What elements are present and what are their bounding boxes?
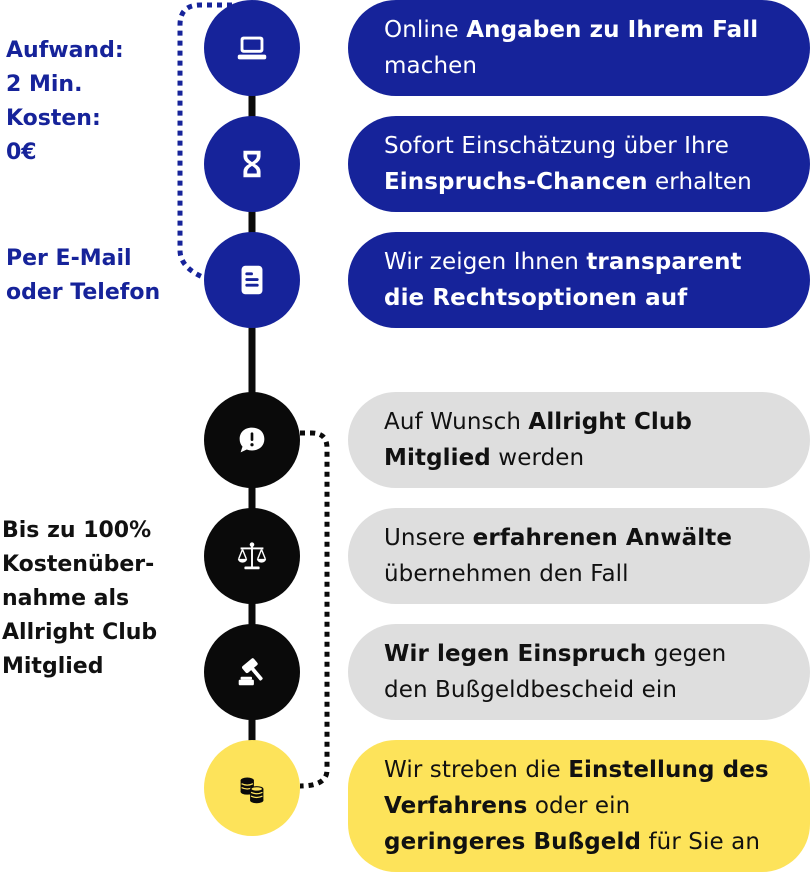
step-text-segment: oder ein — [527, 793, 631, 819]
step-4-circle — [204, 392, 300, 488]
step-description — [384, 244, 774, 316]
step-highlight-text: Einstellung des Verfahrens — [384, 757, 769, 819]
contact-method-label: Per E-Mail oder Telefon — [6, 246, 161, 305]
step-3-circle — [204, 232, 300, 328]
step-6-text — [348, 624, 810, 720]
step-highlight-text: Einspruchs-Chancen — [384, 169, 648, 195]
step-7-circle — [204, 740, 300, 836]
step-text-segment: übernehmen den Fall — [384, 561, 629, 587]
cost-coverage-label: Bis zu 100% Kostenüber- nahme als Allright Club Mitglied — [2, 518, 158, 679]
step-description — [384, 404, 774, 476]
step-highlight-text: Wir legen Einspruch — [384, 641, 647, 667]
dotted-bracket-membership — [300, 433, 327, 786]
step-highlight-text: erfahrenen Anwälte — [472, 525, 733, 551]
document-icon — [233, 261, 271, 299]
step-5-text — [348, 508, 810, 604]
step-description — [384, 128, 774, 200]
step-text-segment: Wir streben die — [384, 757, 569, 783]
step-description — [384, 636, 774, 708]
step-3-text — [348, 232, 810, 328]
step-2-circle — [204, 116, 300, 212]
step-text-segment: gegen den Bußgeldbescheid ein — [384, 641, 727, 703]
step-text-segment: Unsere — [384, 525, 473, 551]
hourglass-icon — [233, 145, 271, 183]
step-4-text — [348, 392, 810, 488]
step-text-segment: erhalten — [647, 169, 752, 195]
step-text-segment: Online — [384, 17, 467, 43]
effort-cost-label: Aufwand: 2 Min. Kosten: 0€ — [6, 38, 124, 165]
step-1-text — [348, 0, 810, 96]
step-text-segment: machen — [384, 53, 478, 79]
chat-exclamation-icon — [233, 421, 271, 459]
step-description — [384, 752, 774, 860]
step-text-segment: Auf Wunsch — [384, 409, 529, 435]
gavel-icon — [233, 653, 271, 691]
step-highlight-text: geringeres Bußgeld — [384, 829, 642, 855]
step-text-segment: für Sie an — [641, 829, 761, 855]
step-description — [384, 520, 774, 592]
coins-icon — [233, 769, 271, 807]
step-2-text — [348, 116, 810, 212]
step-text-segment: werden — [490, 445, 585, 471]
step-1-circle — [204, 0, 300, 96]
step-description — [384, 12, 774, 84]
step-text-segment: Sofort Einschätzung über Ihre — [384, 133, 730, 159]
laptop-icon — [233, 29, 271, 67]
step-5-circle — [204, 508, 300, 604]
scales-icon — [233, 537, 271, 575]
step-text-segment: Wir zeigen Ihnen — [384, 249, 587, 275]
step-highlight-text: transparent die Rechtsoptionen auf — [384, 249, 742, 311]
step-6-circle — [204, 624, 300, 720]
step-highlight-text: Angaben zu Ihrem Fall — [466, 17, 759, 43]
step-7-text — [348, 740, 810, 872]
step-highlight-text: Allright Club Mitglied — [384, 409, 692, 471]
